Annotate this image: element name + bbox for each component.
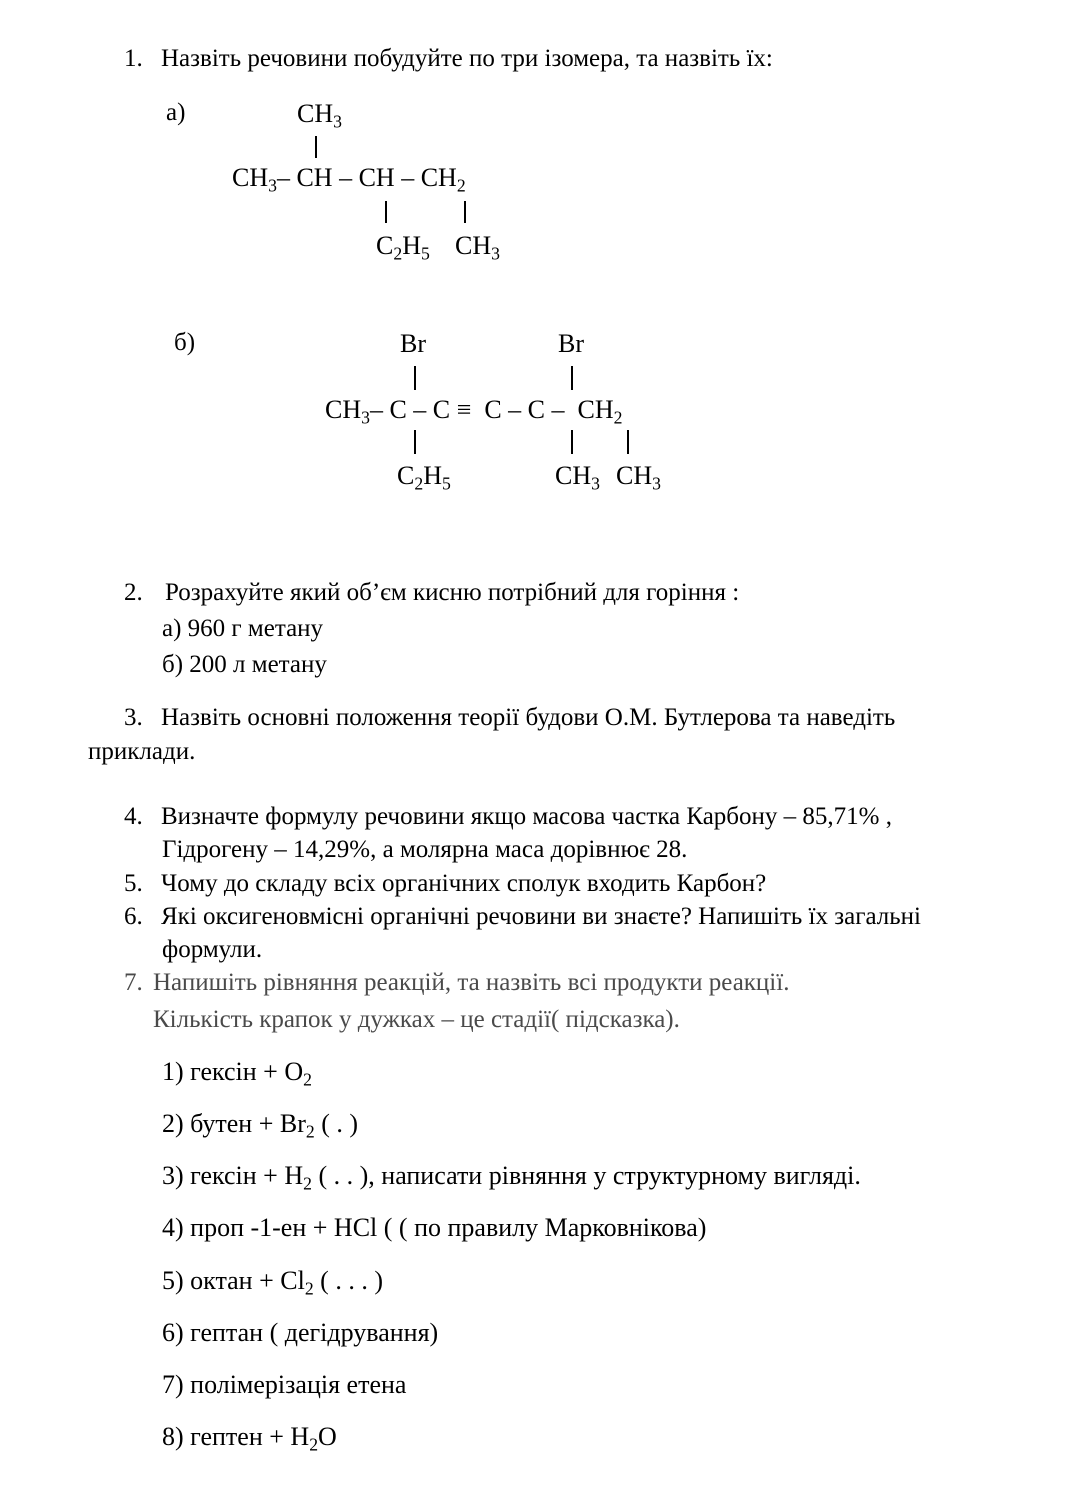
q3-text-2: приклади. (88, 738, 196, 765)
q6-line1 (124, 902, 921, 932)
q1-a-label: а) (166, 99, 186, 126)
reaction-item-2: 2) бутен + $Br_2$ ( . ) (162, 1109, 359, 1142)
q3-line1 (124, 703, 895, 733)
formula-b-bond-ethyl (414, 430, 416, 454)
formula-b-main-chain: $CH_3-$ $C - C \equiv C - C - CH_2$ (325, 395, 623, 428)
formula-a-main-chain: $CH_3-$ CH – CH – $CH_2$ (232, 163, 466, 196)
reaction-item-5: 5) октан + $Cl_2$ ( . . . ) (162, 1266, 383, 1299)
formula-b-bond-br2 (571, 366, 573, 390)
q1-number: 1. (124, 45, 143, 72)
formula-b-br2: Br (558, 329, 584, 358)
q4-line1 (124, 802, 892, 832)
formula-b-ch3-2: $CH_3$ (616, 461, 661, 494)
q7-text-2: Кількість крапок у дужках – це стадії( підсказка). (153, 1006, 680, 1033)
q6-number: 6. (124, 903, 143, 930)
formula-a-ethyl: $C_2H_5$ (376, 231, 430, 264)
q4-text-2: Гідрогену – 14,29%, а молярна маса дорівнює 28. (162, 836, 688, 863)
formula-a-bond-ethyl (385, 201, 387, 223)
formula-a-bond-methyl (464, 201, 466, 223)
q6-text-2: формули. (162, 936, 263, 963)
q7-number: 7. (124, 969, 143, 996)
q3-number: 3. (124, 704, 143, 731)
q7-text-1: Напишіть рівняння реакцій, та назвіть всі продукти реакції. (153, 969, 790, 996)
q5-line (124, 869, 766, 899)
q2-item-b: б) 200 л метану (162, 651, 327, 678)
reaction-item-8: 8) гептен + $H_2O$ (162, 1422, 337, 1455)
q5-number: 5. (124, 870, 143, 897)
formula-b-bond-ch3-2 (627, 430, 629, 454)
q1-b-label: б) (174, 329, 196, 356)
q1-text: Назвіть речовини побудуйте по три ізомера, та назвіть їх: (161, 45, 773, 72)
formula-a-bottom-ch3: $CH_3$ (455, 231, 500, 264)
q2-number: 2. (124, 579, 143, 606)
q1-line (124, 44, 773, 74)
q2-line (124, 578, 739, 608)
q6-text-1: Які оксигеновмісні органічні речовини ви знаєте? Напишіть їх загальні (161, 903, 921, 930)
q5-text: Чому до складу всіх органічних сполук входить Карбон? (161, 870, 767, 897)
q7-line1 (124, 968, 789, 998)
formula-b-ethyl: $C_2H_5$ (397, 461, 451, 494)
q2-text: Розрахуйте який об’єм кисню потрібний для горіння : (165, 579, 740, 606)
formula-b-bond-ch3-1 (571, 430, 573, 454)
formula-a-bond-top (315, 136, 317, 158)
q4-text-1: Визначте формулу речовини якщо масова частка Карбону – 85,71% , (161, 803, 892, 830)
reaction-item-1: 1) гексін + $O_2$ (162, 1057, 312, 1090)
q4-number: 4. (124, 803, 143, 830)
formula-b-bond-br1 (414, 366, 416, 390)
reaction-item-6: 6) гептан ( дегідрування) (162, 1318, 439, 1347)
reaction-item-7: 7) полімерізація етена (162, 1370, 407, 1399)
formula-a-top-ch3: $CH_3$ (297, 99, 342, 132)
q2-item-a: а) 960 г метану (162, 615, 324, 642)
reaction-item-3: 3) гексін + $H_2$ ( . . ), написати рівняння у структурному вигляді. (162, 1161, 861, 1194)
reaction-item-4: 4) проп -1-ен + HCl ( ( по правилу Марковнікова) (162, 1213, 707, 1242)
formula-b-br1: Br (400, 329, 426, 358)
formula-b-ch3-1: $CH_3$ (555, 461, 600, 494)
q3-text-1: Назвіть основні положення теорії будови О.М. Бутлерова та наведіть (161, 704, 896, 731)
